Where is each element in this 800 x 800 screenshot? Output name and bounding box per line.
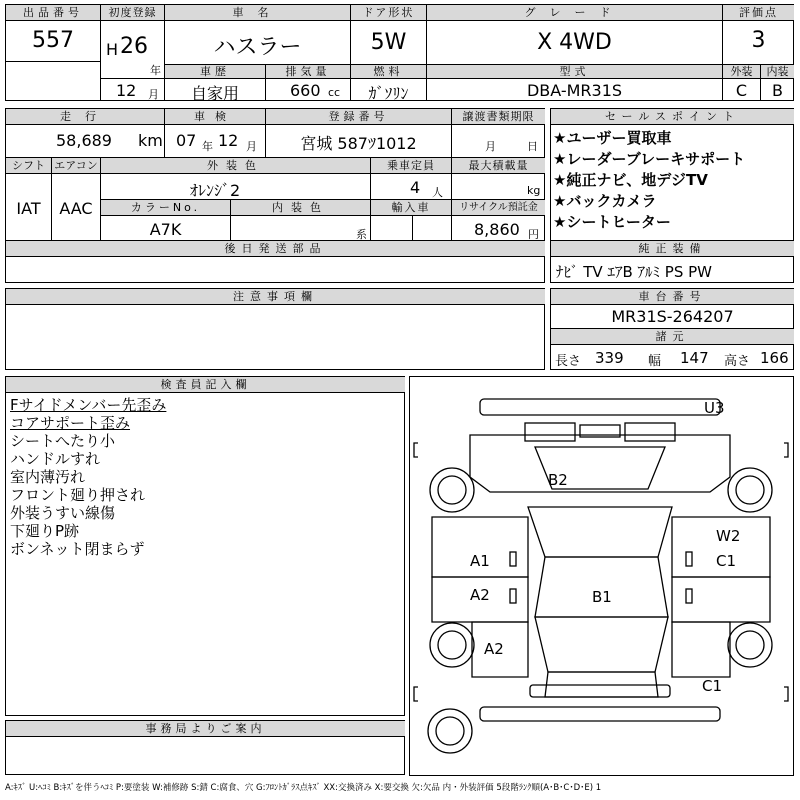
first-reg-year: 26 [120,34,148,59]
inspector-label: 検査員記入欄 [6,377,405,393]
exterior-grade: C [735,81,748,100]
legend-text: A:ｷｽﾞ U:ﾍｺﾐ B:ｷｽﾞを伴うﾍｺﾐ P:要塗装 W:補修跡 S:錆 C:腐食、穴 G:ﾌﾛﾝﾄｶﾞﾗｽ点ｷｽﾞ XX:交換済み X:要交換 欠:欠品 内・外装評価 5段階ﾗﾝｸ順(A･B･C･D･E) 1 [5,783,602,793]
sales-point: ★バックカメラ [553,192,657,210]
mileage-value: 58,689 [56,131,112,150]
equipment-value: ﾅﾋﾞ TV ｴｱB ｱﾙﾐ PS PW [556,263,712,281]
exterior-label: 外装 [723,65,760,79]
damage-mark: C1 [716,552,737,570]
note-item: 外装うすい線傷 [10,504,116,522]
sales-point: ★ユーザー買取車 [553,129,672,147]
model-label: 型式 [427,65,722,79]
inspection-year: 07 [176,131,197,150]
sales-point: ★純正ナビ、地デジTV [553,171,708,189]
transfer-label: 譲渡書類期限 [452,109,545,125]
inspection-month-unit: 月 [246,140,257,153]
sales-point: ★レーダーブレーキサポート [553,150,746,168]
note-item: ハンドルすれ [10,450,101,468]
width-label: 幅 [648,354,662,369]
height-value: 166 [760,349,789,367]
history-value: 自家用 [190,84,239,103]
capacity-value: 4 [410,178,421,197]
capacity-unit: 人 [432,186,443,199]
lot-number: 557 [32,28,74,53]
recycle-label: リサイクル預託金 [452,200,545,216]
note-item: Fサイドメンバー先歪み [10,396,167,414]
sales-points-list [553,128,745,233]
length-value: 339 [595,349,624,367]
damage-mark: C1 [702,677,723,695]
caution-label: 注意事項欄 [6,289,545,305]
equipment-label: 純正装備 [551,241,794,257]
color-value: ｵﾚﾝｼﾞ2 [190,181,241,200]
note-item: 室内薄汚れ [10,468,86,486]
car-name: ハスラー [213,35,302,60]
displacement-label: 排気量 [266,65,350,79]
height-label: 高さ [724,354,751,369]
lot-label: 出品番号 [6,5,100,21]
colorno-label: カラーNo. [101,200,230,216]
plate-number: 宮城 587ﾂ1012 [300,134,417,153]
grade-label: グレード [427,5,722,21]
capacity-label: 乗車定員 [371,158,451,174]
fuel-label: 燃料 [351,65,426,79]
displacement-unit: cc [328,86,341,99]
sales-label: セールスポイント [551,109,794,125]
grade: X 4WD [537,30,612,55]
chassis-label: 車台番号 [551,289,794,305]
color-label: 外装色 [101,158,370,174]
model-value: DBA-MR31S [526,81,623,100]
era-mark: H [106,40,119,59]
door-label: ドア形状 [351,5,426,21]
chassis-number: MR31S-264207 [611,307,734,326]
import-label: 輸入車 [371,200,451,216]
fuel-value: ｶﾞｿﾘﾝ [368,84,409,103]
interior-label: 内装 [761,65,794,79]
car-diagram [409,376,794,776]
car-outline-svg [410,377,793,775]
width-value: 147 [680,349,709,367]
ac-value: AAC [59,199,93,218]
score-label: 評価点 [723,5,794,21]
history-label: 車歴 [165,65,265,79]
ac-label: エアコン [52,158,100,174]
load-unit: kg [527,184,541,197]
damage-mark: B1 [592,588,612,606]
note-item: シートへたり小 [10,432,116,450]
note-item: コアサポート歪み [10,414,131,432]
score: 3 [751,28,766,53]
length-label: 長さ [555,354,582,369]
load-label: 最大積載量 [452,158,545,174]
inspection-year-unit: 年 [202,140,213,153]
damage-mark: A2 [484,640,504,658]
note-item: ボンネット閉まらず [10,540,145,558]
year-unit: 年 [150,64,161,77]
specs-label: 諸元 [551,329,794,345]
damage-mark: U3 [704,399,725,417]
mileage-unit: km [138,131,163,150]
first-reg-label: 初度登録 [101,5,164,21]
transfer-month: 月 [485,140,496,153]
displacement-value: 660 [290,81,321,100]
damage-mark: A2 [470,586,490,604]
first-reg-month: 12 [116,81,137,100]
inspector-notes [10,396,166,558]
intcolor-label: 内装色 [231,200,370,216]
month-unit: 月 [148,88,159,101]
plate-label: 登録番号 [266,109,451,125]
colorno-value: A7K [149,220,182,239]
shift-label: シフト [6,158,51,174]
intcolor-unit: 系 [356,228,367,241]
damage-mark: A1 [470,552,490,570]
mileage-label: 走行 [6,109,164,125]
later-parts-label: 後日発送部品 [6,241,545,257]
sales-point: ★シートヒーター [553,213,671,231]
inspection-month: 12 [218,131,239,150]
name-label: 車名 [165,5,350,21]
shift-value: IAT [16,199,41,218]
door-type: 5W [370,30,407,55]
damage-mark: W2 [716,527,741,545]
note-item: 下廻りP跡 [10,522,80,540]
recycle-unit: 円 [528,228,539,241]
office-label: 事務局よりご案内 [6,721,405,737]
transfer-day: 日 [527,140,538,153]
inspection-label: 車検 [165,109,265,125]
interior-grade: B [772,81,783,100]
damage-mark: B2 [548,471,568,489]
recycle-value: 8,860 [474,220,520,239]
note-item: フロント廻り押され [10,486,146,504]
